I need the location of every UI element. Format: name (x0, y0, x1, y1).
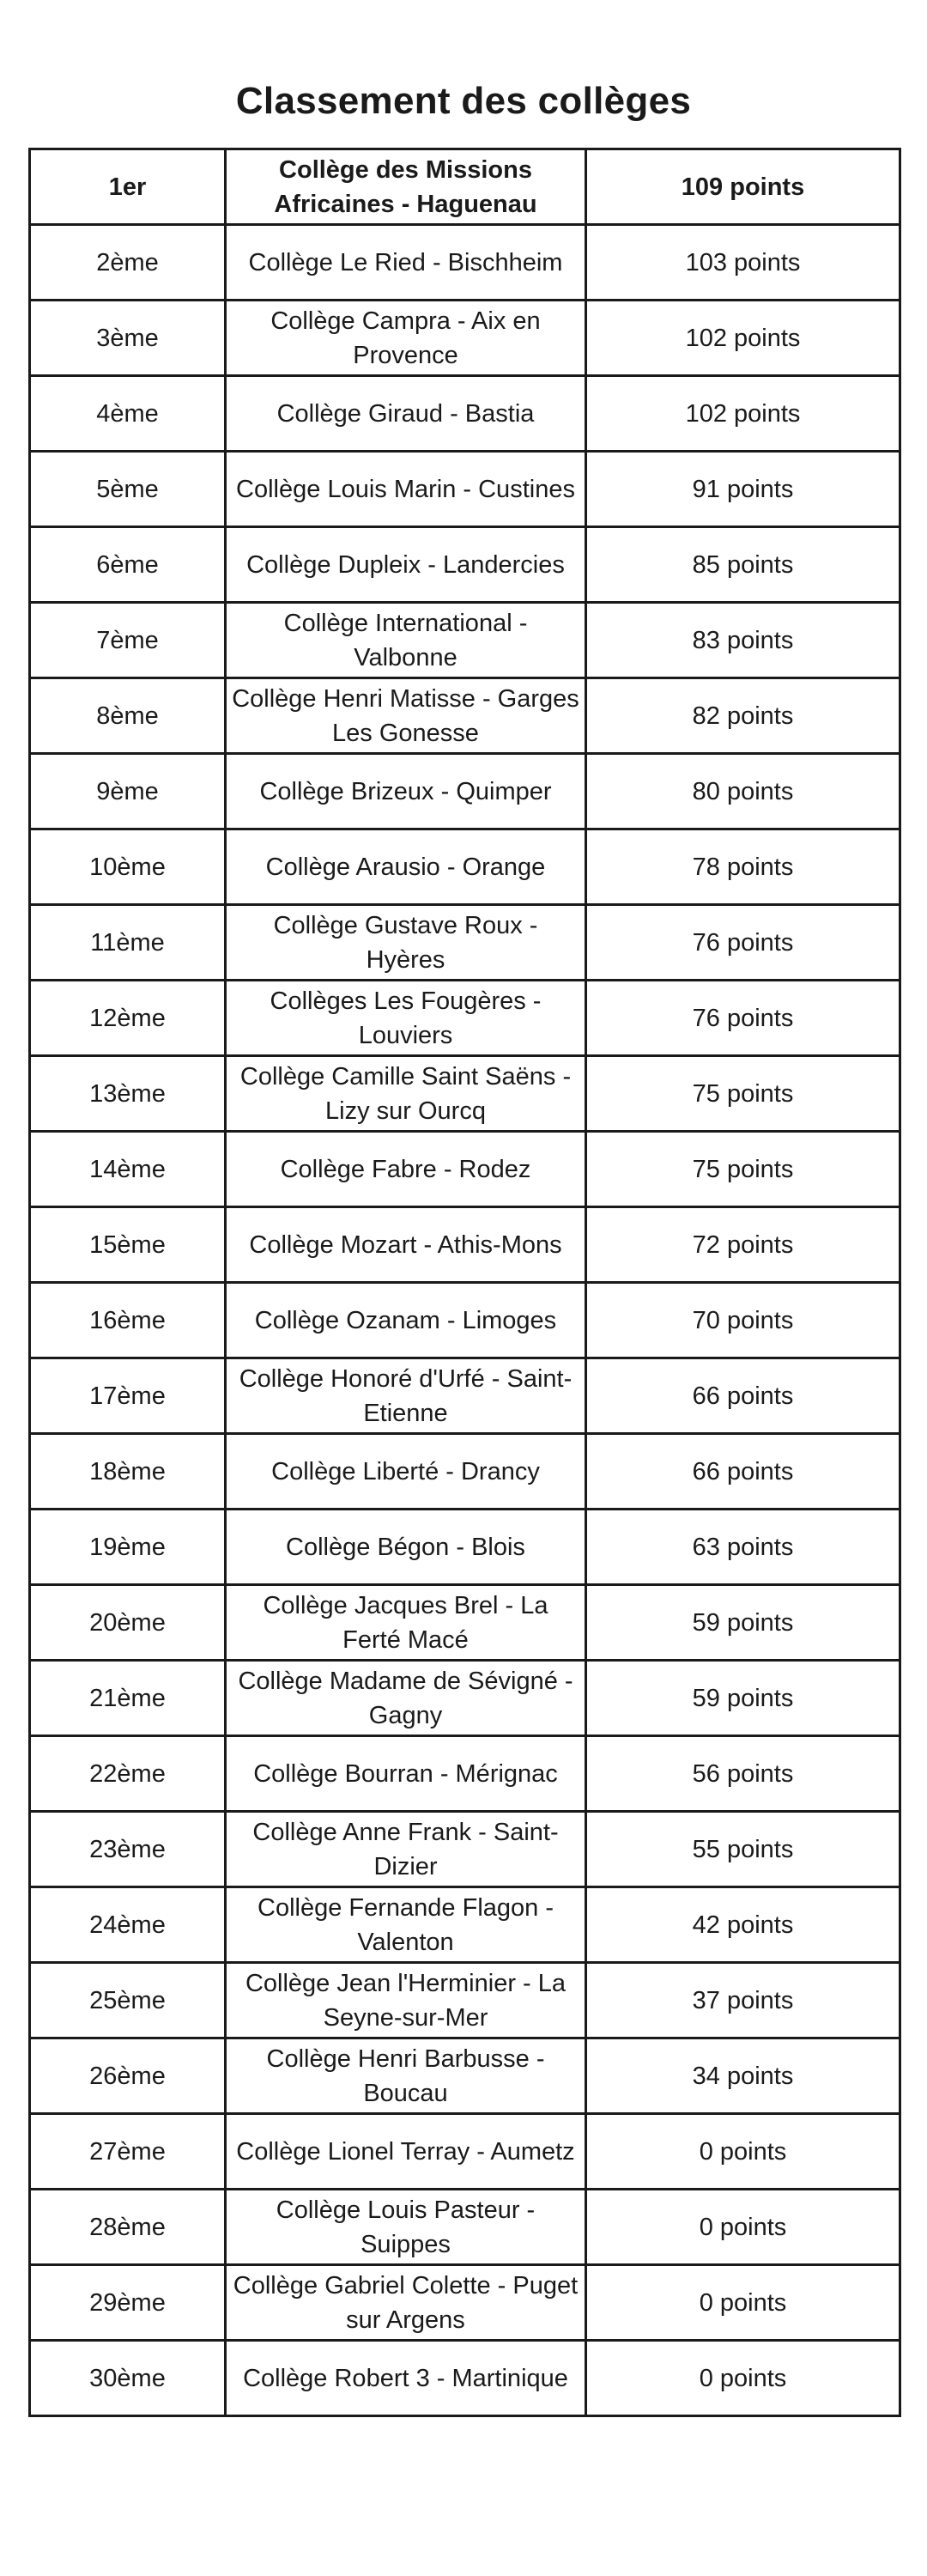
table-row (30, 1585, 900, 1661)
college-cell: Collège Louis Pasteur - Suippes (226, 2190, 586, 2265)
college-cell: Collège Henri Barbusse - Boucau (226, 2038, 586, 2114)
points-cell: 56 points (586, 1736, 900, 1812)
points-cell: 59 points (586, 1661, 900, 1736)
college-cell: Collège Louis Marin - Custines (226, 452, 586, 527)
points-cell: 91 points (586, 452, 900, 527)
points-cell: 103 points (586, 225, 900, 301)
table-row (30, 149, 900, 225)
table-row (30, 1736, 900, 1812)
rank-cell: 3ème (30, 301, 226, 376)
points-cell: 109 points (586, 149, 900, 225)
rank-cell: 8ème (30, 678, 226, 754)
rank-cell: 19ème (30, 1510, 226, 1585)
points-cell: 72 points (586, 1207, 900, 1283)
table-row (30, 754, 900, 829)
table-row (30, 905, 900, 981)
table-row (30, 2114, 900, 2190)
college-cell: Collège Anne Frank - Saint-Dizier (226, 1812, 586, 1887)
table-row (30, 452, 900, 527)
college-cell: Collège Fabre - Rodez (226, 1132, 586, 1207)
points-cell: 0 points (586, 2114, 900, 2190)
rank-cell: 21ème (30, 1661, 226, 1736)
college-cell: Collège Liberté - Drancy (226, 1434, 586, 1510)
college-cell: Collège Lionel Terray - Aumetz (226, 2114, 586, 2190)
rank-cell: 26ème (30, 2038, 226, 2114)
points-cell: 66 points (586, 1358, 900, 1434)
college-cell: Collège Madame de Sévigné - Gagny (226, 1661, 586, 1736)
table-row (30, 2341, 900, 2416)
college-cell: Collège Henri Matisse - Garges Les Gonesse (226, 678, 586, 754)
rank-cell: 18ème (30, 1434, 226, 1510)
points-cell: 0 points (586, 2341, 900, 2416)
rank-cell: 20ème (30, 1585, 226, 1661)
college-cell: Collège Robert 3 - Martinique (226, 2341, 586, 2416)
college-cell: Collège Le Ried - Bischheim (226, 225, 586, 301)
table-row (30, 1812, 900, 1887)
rank-cell: 13ème (30, 1056, 226, 1132)
points-cell: 75 points (586, 1132, 900, 1207)
rank-cell: 11ème (30, 905, 226, 981)
college-cell: Collège Campra - Aix en Provence (226, 301, 586, 376)
points-cell: 75 points (586, 1056, 900, 1132)
points-cell: 78 points (586, 829, 900, 905)
table-row (30, 1358, 900, 1434)
rank-cell: 14ème (30, 1132, 226, 1207)
rank-cell: 12ème (30, 981, 226, 1056)
college-cell: Collège Dupleix - Landercies (226, 527, 586, 603)
college-cell: Collège Gabriel Colette - Puget sur Argens (226, 2265, 586, 2341)
table-row (30, 2038, 900, 2114)
college-cell: Collège Arausio - Orange (226, 829, 586, 905)
college-cell: Collège Mozart - Athis-Mons (226, 1207, 586, 1283)
table-row (30, 301, 900, 376)
points-cell: 0 points (586, 2265, 900, 2341)
rank-cell: 7ème (30, 603, 226, 678)
table-row (30, 1132, 900, 1207)
rank-cell: 1er (30, 149, 226, 225)
table-row (30, 527, 900, 603)
table-row (30, 981, 900, 1056)
table-row (30, 2265, 900, 2341)
points-cell: 34 points (586, 2038, 900, 2114)
ranking-table (28, 148, 901, 2417)
rank-cell: 15ème (30, 1207, 226, 1283)
table-row (30, 1963, 900, 2038)
table-row (30, 1207, 900, 1283)
points-cell: 63 points (586, 1510, 900, 1585)
points-cell: 82 points (586, 678, 900, 754)
points-cell: 42 points (586, 1887, 900, 1963)
table-row (30, 1434, 900, 1510)
college-cell: Collège Brizeux - Quimper (226, 754, 586, 829)
ranking-table-body (30, 149, 900, 2416)
table-row (30, 1661, 900, 1736)
rank-cell: 9ème (30, 754, 226, 829)
rank-cell: 28ème (30, 2190, 226, 2265)
points-cell: 55 points (586, 1812, 900, 1887)
college-cell: Collège Bourran - Mérignac (226, 1736, 586, 1812)
college-cell: Collège Jean l'Herminier - La Seyne-sur-Mer (226, 1963, 586, 2038)
points-cell: 85 points (586, 527, 900, 603)
points-cell: 59 points (586, 1585, 900, 1661)
rank-cell: 6ème (30, 527, 226, 603)
college-cell: Collège Giraud - Bastia (226, 376, 586, 452)
points-cell: 76 points (586, 981, 900, 1056)
table-row (30, 376, 900, 452)
page-title: Classement des collèges (235, 80, 692, 122)
points-cell: 102 points (586, 301, 900, 376)
table-row (30, 2190, 900, 2265)
rank-cell: 23ème (30, 1812, 226, 1887)
college-cell: Collège Jacques Brel - La Ferté Macé (226, 1585, 586, 1661)
points-cell: 83 points (586, 603, 900, 678)
rank-cell: 5ème (30, 452, 226, 527)
table-row (30, 678, 900, 754)
college-cell: Collège Honoré d'Urfé - Saint-Etienne (226, 1358, 586, 1434)
rank-cell: 17ème (30, 1358, 226, 1434)
college-cell: Collège Gustave Roux - Hyères (226, 905, 586, 981)
points-cell: 0 points (586, 2190, 900, 2265)
college-cell: Collège des Missions Africaines - Haguenau (226, 149, 586, 225)
college-cell: Collège Ozanam - Limoges (226, 1283, 586, 1358)
table-row (30, 1887, 900, 1963)
rank-cell: 22ème (30, 1736, 226, 1812)
rank-cell: 25ème (30, 1963, 226, 2038)
table-row (30, 829, 900, 905)
points-cell: 37 points (586, 1963, 900, 2038)
rank-cell: 29ème (30, 2265, 226, 2341)
rank-cell: 10ème (30, 829, 226, 905)
table-row (30, 1510, 900, 1585)
rank-cell: 30ème (30, 2341, 226, 2416)
college-cell: Collège Fernande Flagon - Valenton (226, 1887, 586, 1963)
points-cell: 102 points (586, 376, 900, 452)
college-cell: Collège International - Valbonne (226, 603, 586, 678)
table-row (30, 1283, 900, 1358)
points-cell: 70 points (586, 1283, 900, 1358)
college-cell: Collège Camille Saint Saëns - Lizy sur Ourcq (226, 1056, 586, 1132)
points-cell: 66 points (586, 1434, 900, 1510)
table-row (30, 225, 900, 301)
rank-cell: 27ème (30, 2114, 226, 2190)
points-cell: 76 points (586, 905, 900, 981)
rank-cell: 24ème (30, 1887, 226, 1963)
table-row (30, 1056, 900, 1132)
college-cell: Collège Bégon - Blois (226, 1510, 586, 1585)
rank-cell: 2ème (30, 225, 226, 301)
rank-cell: 16ème (30, 1283, 226, 1358)
table-row (30, 603, 900, 678)
points-cell: 80 points (586, 754, 900, 829)
rank-cell: 4ème (30, 376, 226, 452)
college-cell: Collèges Les Fougères - Louviers (226, 981, 586, 1056)
